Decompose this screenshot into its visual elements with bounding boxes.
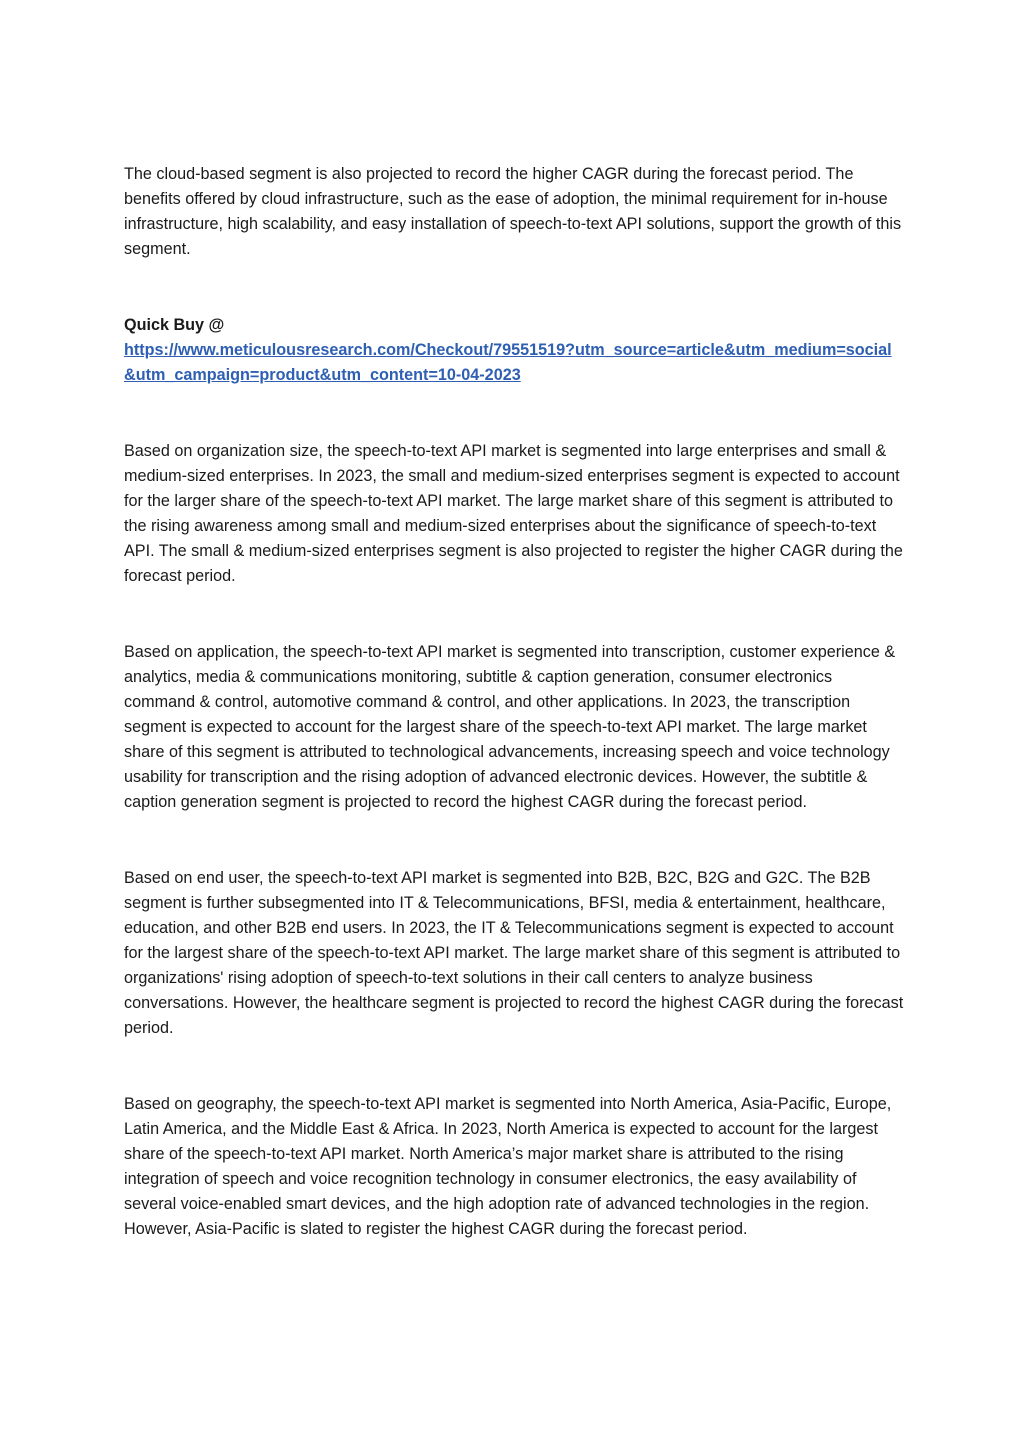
paragraph-organization-size: Based on organization size, the speech-to-text API market is segmented into large enterprises and small & medium-sized enterprises. In 2023, the small and medium-sized enterprises segment is expected to account for the larger share of the speech-to-text API market. The large market share of this segment is attributed to the rising awareness among small and medium-sized enterprises about the significance of speech-to-text API. The small & medium-sized enterprises segment is also projected to register the higher CAGR during the forecast period.: [124, 442, 903, 585]
paragraph-cloud-segment: The cloud-based segment is also projected to record the higher CAGR during the forecast period. The benefits offered by cloud infrastructure, such as the ease of adoption, the minimal requirement for in-house infrastructure, high scalability, and easy installation of speech-to-text API solutions, support the growth of this segment.: [124, 165, 902, 258]
document-page: [124, 162, 904, 1242]
spacer: [124, 388, 904, 439]
spacer: [124, 589, 904, 640]
spacer: [124, 1041, 904, 1092]
spacer: [124, 815, 904, 866]
paragraph-geography: Based on geography, the speech-to-text API market is segmented into North America, Asia-Pacific, Europe, Latin America, and the Middle East & Africa. In 2023, North America is expected to account for the largest share of the speech-to-text API market. North America’s major market share is attributed to the rising integration of speech and voice recognition technology in consumer electronics, the easy availability of several voice-enabled smart devices, and the high adoption rate of advanced technologies in the region. However, Asia-Pacific is slated to register the highest CAGR during the forecast period.: [124, 1095, 892, 1238]
paragraph-end-user: Based on end user, the speech-to-text API market is segmented into B2B, B2C, B2G and G2C. The B2B segment is further subsegmented into IT & Telecommunications, BFSI, media & entertainment, healthcare, education, and other B2B end users. In 2023, the IT & Telecommunications segment is expected to account for the largest share of the speech-to-text API market. The large market share of this segment is attributed to organizations' rising adoption of speech-to-text solutions in their call centers to analyze business conversations. However, the healthcare segment is projected to record the highest CAGR during the forecast period.: [124, 869, 904, 1037]
quick-buy-label: Quick Buy @: [124, 316, 225, 334]
quick-buy-link[interactable]: https://www.meticulousresearch.com/Checkout/79551519?utm_source=article&utm_medium=social&utm_campaign=product&utm_content=10-04-2023: [124, 341, 892, 384]
spacer: [124, 262, 904, 313]
paragraph-application: Based on application, the speech-to-text API market is segmented into transcription, customer experience & analytics, media & communications monitoring, subtitle & caption generation, consumer electronics command & control, automotive command & control, and other applications. In 2023, the transcription segment is expected to account for the largest share of the speech-to-text API market. The large market share of this segment is attributed to technological advancements, increasing speech and voice technology usability for transcription and the rising adoption of advanced electronic devices. However, the subtitle & caption generation segment is projected to record the highest CAGR during the forecast period.: [124, 643, 896, 811]
